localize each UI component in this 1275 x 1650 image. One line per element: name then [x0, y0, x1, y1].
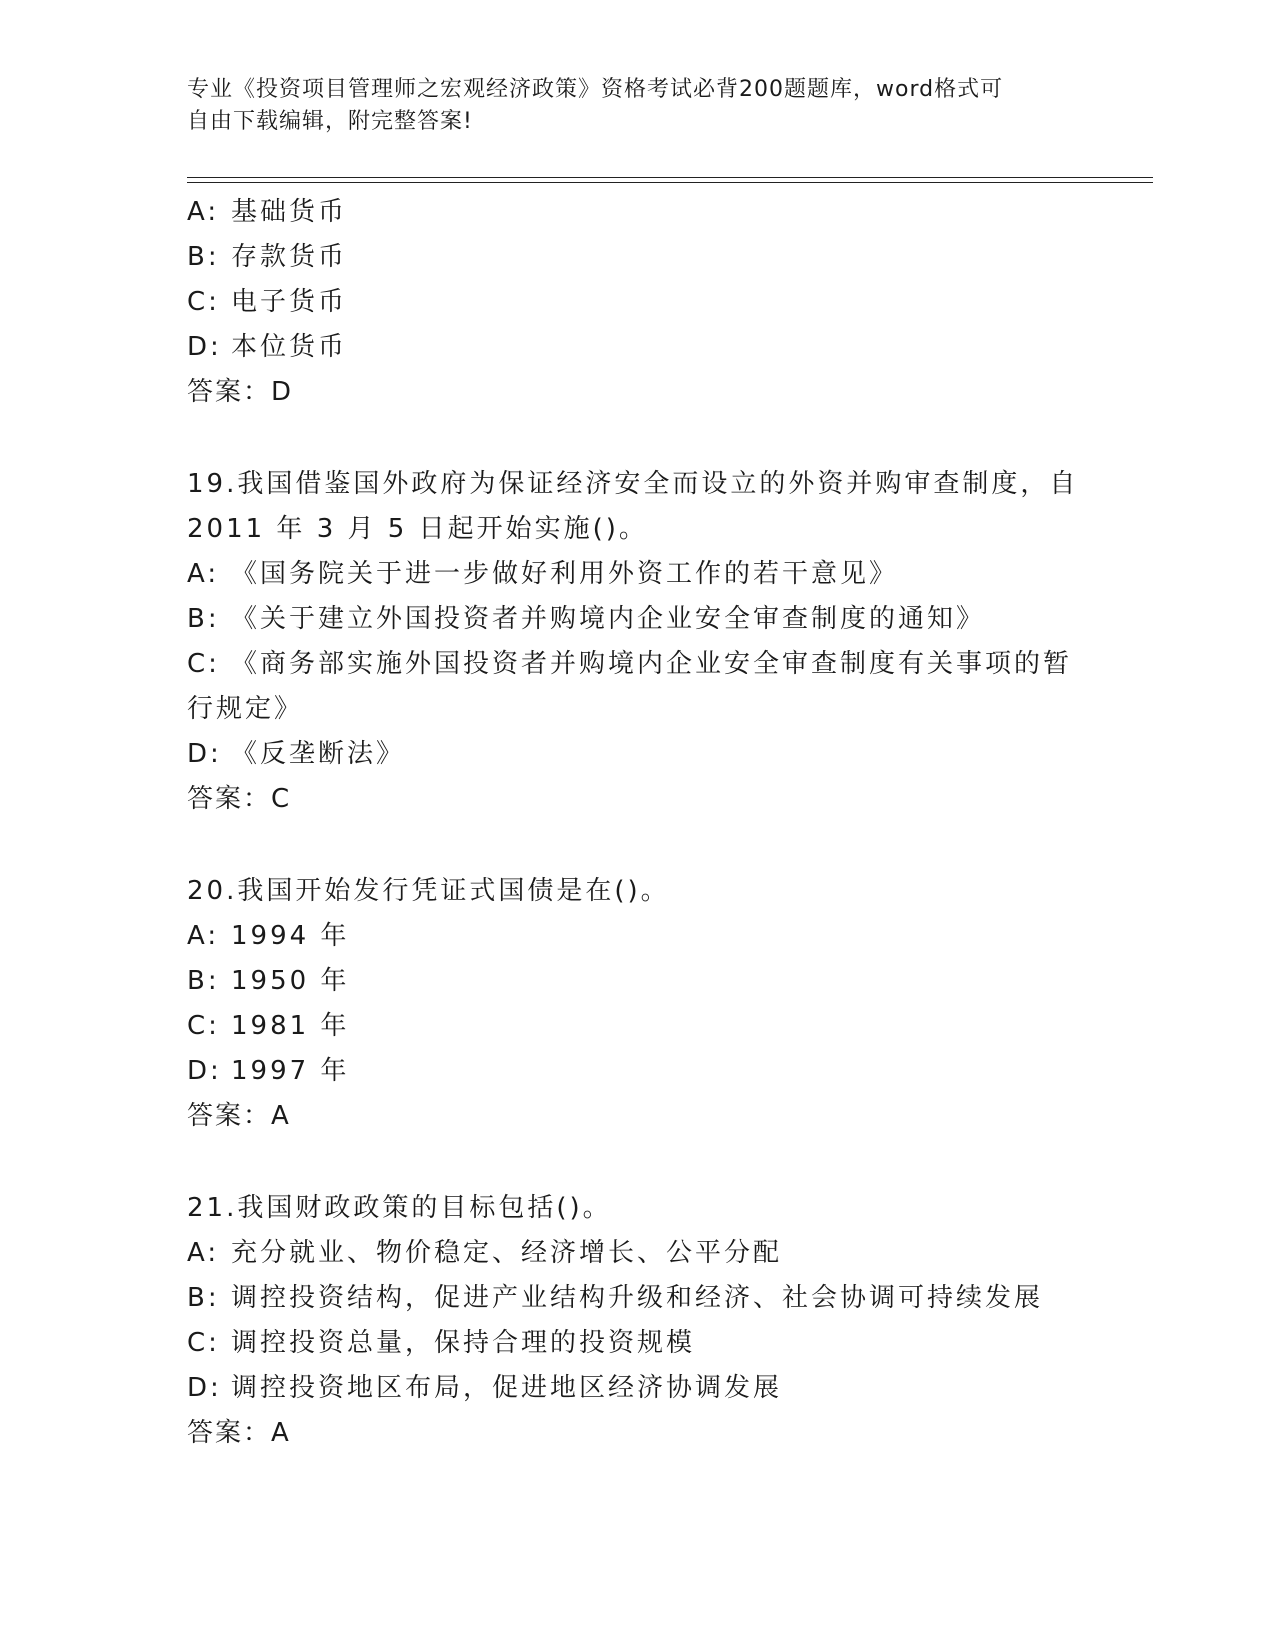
option-text: 基础货币 — [231, 197, 348, 227]
option-key: D: — [187, 739, 222, 769]
option-text: 调控投资总量，保持合理的投资规模 — [231, 1328, 696, 1358]
option-text: 调控投资地区布局，促进地区经济协调发展 — [231, 1373, 783, 1403]
option-key: C: — [187, 287, 220, 317]
answer-line: 答案：C — [187, 784, 292, 814]
option-b — [187, 597, 1087, 642]
option-key: D: — [187, 332, 222, 362]
answer-line: 答案：A — [187, 1418, 291, 1448]
option-text: 充分就业、物价稳定、经济增长、公平分配 — [231, 1238, 783, 1268]
option-b — [187, 959, 1087, 1004]
option-key: C: — [187, 649, 220, 679]
option-text: 《商务部实施外国投资者并购境内企业安全审查制度有关事项的暂 — [231, 649, 1073, 679]
option-c-continuation: 行规定》 — [187, 694, 304, 724]
option-d — [187, 325, 1087, 370]
header-line-1: 专业《投资项目管理师之宏观经济政策》资格考试必背200题题库，word格式可 — [187, 77, 1004, 102]
question-text-line-1: 19.我国借鉴国外政府为保证经济安全而设立的外资并购审查制度，自 — [187, 469, 1079, 499]
option-key: B: — [187, 604, 220, 634]
option-key: C: — [187, 1328, 220, 1358]
option-text: 存款货币 — [231, 242, 348, 272]
option-c — [187, 1321, 1087, 1366]
option-text: 1994 年 — [231, 921, 350, 951]
question-21 — [187, 1186, 1087, 1456]
option-key: A: — [187, 921, 220, 951]
question-text-line-2: 2011 年 3 月 5 日起开始实施()。 — [187, 514, 648, 544]
question-19 — [187, 462, 1087, 822]
question-text: 20.我国开始发行凭证式国债是在()。 — [187, 876, 670, 906]
option-c — [187, 642, 1087, 687]
option-a — [187, 914, 1087, 959]
question-20 — [187, 869, 1087, 1139]
header-divider-top — [187, 177, 1153, 178]
option-text: 1981 年 — [231, 1011, 350, 1041]
question-spacer — [187, 415, 1087, 462]
option-d — [187, 1049, 1087, 1094]
document-header — [187, 74, 1067, 138]
option-key: A: — [187, 559, 220, 589]
option-text: 本位货币 — [231, 332, 348, 362]
question-spacer — [187, 822, 1087, 869]
option-key: D: — [187, 1373, 222, 1403]
answer-line: 答案：A — [187, 1101, 291, 1131]
option-a — [187, 1231, 1087, 1276]
option-key: D: — [187, 1056, 222, 1086]
option-key: C: — [187, 1011, 220, 1041]
option-a — [187, 190, 1087, 235]
option-key: B: — [187, 966, 220, 996]
option-key: B: — [187, 1283, 220, 1313]
option-c — [187, 1004, 1087, 1049]
option-text: 1950 年 — [231, 966, 350, 996]
option-c — [187, 280, 1087, 325]
option-text: 《反垄断法》 — [231, 739, 406, 769]
option-text: 1997 年 — [231, 1056, 350, 1086]
option-b — [187, 235, 1087, 280]
option-text: 《关于建立外国投资者并购境内企业安全审查制度的通知》 — [231, 604, 986, 634]
answer-line: 答案：D — [187, 377, 294, 407]
option-text: 调控投资结构，促进产业结构升级和经济、社会协调可持续发展 — [231, 1283, 1044, 1313]
question-text: 21.我国财政政策的目标包括()。 — [187, 1193, 612, 1223]
question-list — [187, 190, 1087, 1456]
option-key: B: — [187, 242, 220, 272]
option-d — [187, 1366, 1087, 1411]
question-18 — [187, 190, 1087, 415]
header-divider-bottom — [187, 182, 1153, 183]
option-d — [187, 732, 1087, 777]
option-b — [187, 1276, 1087, 1321]
header-line-2: 自由下载编辑，附完整答案! — [187, 109, 473, 134]
option-text: 电子货币 — [231, 287, 348, 317]
option-text: 《国务院关于进一步做好利用外资工作的若干意见》 — [231, 559, 899, 589]
option-key: A: — [187, 197, 220, 227]
option-key: A: — [187, 1238, 220, 1268]
question-spacer — [187, 1139, 1087, 1186]
option-a — [187, 552, 1087, 597]
